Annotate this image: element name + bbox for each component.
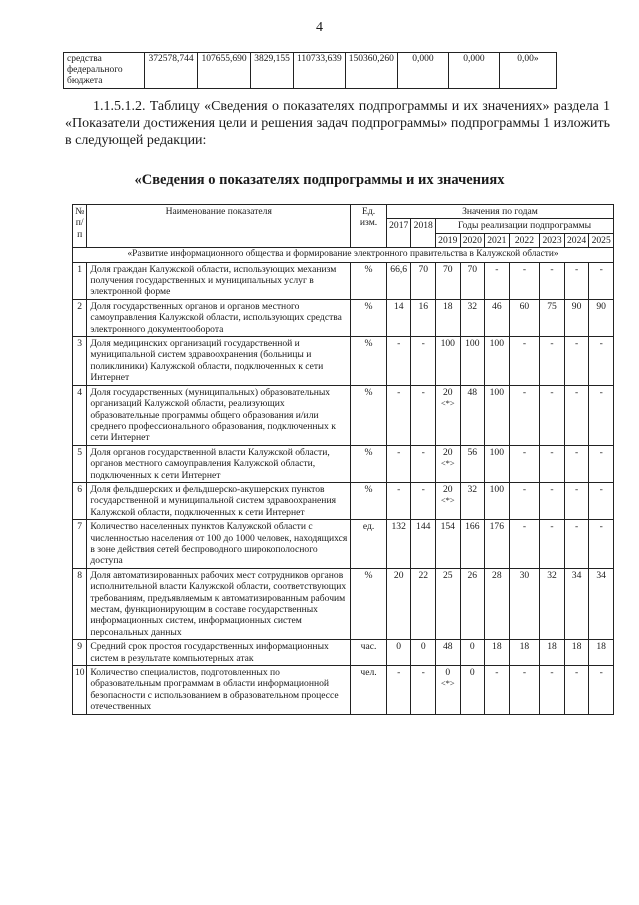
- indicators-table: [72, 204, 614, 715]
- value-cell: [386, 299, 411, 336]
- table-row: [73, 445, 614, 482]
- value-cell: [386, 385, 411, 445]
- header-name: Наименование показателя: [87, 205, 351, 248]
- value-text: -: [550, 386, 554, 398]
- indicator-name: Доля органов государственной власти Калужской области, органов местного самоуправления Калужской области, подключенных к сети Интернет: [87, 445, 351, 482]
- value-cell: [509, 568, 540, 639]
- section-title: «Сведения о показателях подпрограммы и их значениях: [134, 172, 505, 188]
- row-number: 3: [73, 337, 87, 386]
- value-text: 100: [489, 483, 505, 495]
- value-text: 16: [418, 300, 429, 312]
- value-text: 20: [393, 569, 404, 581]
- value-text: 66,6: [390, 263, 408, 275]
- indicator-unit: %: [351, 482, 387, 519]
- value-cell: [509, 520, 540, 569]
- value-text: 20: [442, 386, 453, 398]
- value-cell: [509, 337, 540, 386]
- table-cell: 3829,155: [251, 53, 294, 89]
- table-cell: 150360,260: [345, 53, 397, 89]
- value-text: 132: [391, 521, 406, 533]
- value-text: -: [421, 667, 425, 679]
- value-text: -: [522, 386, 527, 398]
- value-text: -: [522, 338, 527, 350]
- value-cell: [386, 445, 411, 482]
- value-text: -: [599, 446, 603, 458]
- value-text: 18: [571, 641, 582, 653]
- value-text: 18: [492, 641, 502, 653]
- value-cell: [485, 299, 510, 336]
- value-cell: [540, 482, 565, 519]
- value-text: -: [397, 667, 401, 679]
- indicator-name: Доля государственных органов и органов местного самоуправления Калужской области, использующих средства электронного документооборота: [87, 299, 351, 336]
- row-label: средства федерального бюджета: [64, 53, 145, 89]
- value-text: -: [550, 483, 554, 495]
- value-cell: [564, 520, 589, 569]
- value-text: 144: [416, 521, 431, 533]
- value-text: -: [599, 386, 603, 398]
- value-text: 30: [519, 569, 530, 581]
- footnote-mark: <*>: [440, 458, 455, 469]
- header-year: 2017: [386, 219, 411, 248]
- value-cell: [564, 568, 589, 639]
- value-cell: [589, 445, 614, 482]
- value-text: -: [397, 338, 401, 350]
- value-cell: [411, 299, 436, 336]
- value-text: 70: [418, 263, 429, 275]
- page-number: 4: [316, 20, 323, 35]
- value-text: 34: [571, 569, 582, 581]
- value-text: 26: [467, 569, 478, 581]
- section-row: [73, 248, 614, 262]
- value-text: 0: [469, 641, 475, 653]
- indicator-unit: %: [351, 568, 387, 639]
- value-cell: [460, 445, 485, 482]
- indicator-unit: %: [351, 445, 387, 482]
- value-text: -: [522, 263, 527, 275]
- value-cell: [589, 640, 614, 666]
- value-cell: [411, 262, 436, 299]
- value-cell: [386, 482, 411, 519]
- value-text: -: [599, 263, 603, 275]
- value-cell: [485, 262, 510, 299]
- value-text: 22: [418, 569, 429, 581]
- value-cell: [411, 520, 436, 569]
- value-cell: [436, 385, 461, 445]
- value-cell: [509, 482, 540, 519]
- value-text: -: [522, 483, 527, 495]
- value-cell: [540, 640, 565, 666]
- value-cell: [436, 299, 461, 336]
- header-year: 2020: [460, 233, 485, 247]
- value-text: 70: [442, 263, 453, 275]
- value-cell: [436, 520, 461, 569]
- footnote-mark: <*>: [440, 678, 455, 689]
- value-cell: [564, 385, 589, 445]
- value-text: -: [495, 263, 499, 275]
- value-cell: [411, 337, 436, 386]
- value-text: 75: [547, 300, 557, 312]
- value-cell: [485, 568, 510, 639]
- table-row: [73, 385, 614, 445]
- value-cell: [540, 666, 565, 715]
- value-cell: [589, 262, 614, 299]
- indicator-unit: %: [351, 385, 387, 445]
- value-cell: [485, 482, 510, 519]
- indicator-unit: ед.: [351, 520, 387, 569]
- value-text: 14: [393, 300, 404, 312]
- value-cell: [485, 640, 510, 666]
- value-cell: [540, 445, 565, 482]
- value-cell: [509, 262, 540, 299]
- instruction-paragraph: 1.1.5.1.2. Таблицу «Сведения о показателях подпрограммы и их значениях» раздела 1 «Показатели достижения цели и решения задач подпрограммы» подпрограммы 1 изложить в следующей редакции:: [65, 99, 610, 148]
- table-header-row: [73, 205, 614, 219]
- table-row: [64, 53, 557, 89]
- table-row: [73, 640, 614, 666]
- value-cell: [411, 445, 436, 482]
- value-cell: [564, 482, 589, 519]
- value-text: 48: [467, 386, 478, 398]
- table-cell: 110733,639: [294, 53, 346, 89]
- footnote-mark: <*>: [440, 495, 455, 506]
- value-text: 18: [547, 641, 557, 653]
- value-cell: [589, 299, 614, 336]
- header-year: 2019: [436, 233, 461, 247]
- table-cell: 0,00»: [499, 53, 556, 89]
- value-text: 32: [547, 569, 557, 581]
- value-text: 100: [440, 338, 455, 350]
- indicator-unit: %: [351, 299, 387, 336]
- table-cell: 107655,690: [198, 53, 251, 89]
- indicator-name: Доля фельдшерских и фельдшерско-акушерских пунктов государственной и муниципальной систем здравоохранения Калужской области, подключенных к сети Интернет: [87, 482, 351, 519]
- value-text: -: [550, 263, 554, 275]
- value-cell: [386, 520, 411, 569]
- value-text: 48: [442, 641, 453, 653]
- indicator-name: Количество специалистов, подготовленных по образовательным программам в области информационной безопасности с использованием в образовательном процессе отечественных: [87, 666, 351, 715]
- value-cell: [589, 520, 614, 569]
- value-text: 176: [489, 521, 505, 533]
- value-text: 70: [467, 263, 478, 275]
- value-text: 90: [571, 300, 582, 312]
- value-text: 20: [442, 483, 453, 495]
- value-cell: [436, 262, 461, 299]
- value-cell: [386, 568, 411, 639]
- value-text: 0: [469, 667, 475, 679]
- value-text: -: [421, 446, 425, 458]
- value-text: -: [574, 483, 579, 495]
- value-cell: [589, 482, 614, 519]
- header-year: 2021: [485, 233, 510, 247]
- value-cell: [540, 568, 565, 639]
- value-cell: [436, 482, 461, 519]
- value-cell: [436, 337, 461, 386]
- value-cell: [436, 640, 461, 666]
- row-number: 7: [73, 520, 87, 569]
- value-cell: [509, 445, 540, 482]
- value-text: -: [397, 386, 401, 398]
- indicator-unit: чел.: [351, 666, 387, 715]
- value-cell: [509, 385, 540, 445]
- value-text: -: [421, 386, 425, 398]
- value-text: -: [397, 483, 401, 495]
- table-cell: 372578,744: [145, 53, 198, 89]
- row-number: 2: [73, 299, 87, 336]
- value-text: 18: [442, 300, 453, 312]
- value-cell: [460, 299, 485, 336]
- value-text: -: [421, 338, 425, 350]
- header-year: 2018: [411, 219, 436, 248]
- value-cell: [386, 666, 411, 715]
- value-cell: [564, 445, 589, 482]
- value-cell: [460, 520, 485, 569]
- header-year: 2025: [589, 233, 614, 247]
- value-cell: [485, 385, 510, 445]
- value-text: 100: [489, 338, 505, 350]
- value-cell: [460, 337, 485, 386]
- indicator-name: Доля граждан Калужской области, использующих механизм получения государственных и муниципальных услуг в электронной форме: [87, 262, 351, 299]
- row-number: 9: [73, 640, 87, 666]
- value-text: -: [550, 521, 554, 533]
- value-cell: [540, 262, 565, 299]
- value-text: -: [599, 483, 603, 495]
- value-cell: [564, 666, 589, 715]
- budget-table-fragment: [63, 52, 557, 89]
- row-number: 1: [73, 262, 87, 299]
- value-text: 28: [492, 569, 502, 581]
- value-text: -: [550, 338, 554, 350]
- header-program-years: Годы реализации подпрограммы: [436, 219, 614, 233]
- indicator-unit: %: [351, 337, 387, 386]
- value-cell: [540, 520, 565, 569]
- table-row: [73, 568, 614, 639]
- value-text: 18: [519, 641, 530, 653]
- value-text: 60: [519, 300, 530, 312]
- value-cell: [564, 337, 589, 386]
- value-text: 18: [596, 641, 606, 653]
- value-cell: [436, 445, 461, 482]
- row-number: 8: [73, 568, 87, 639]
- section-row-label: «Развитие информационного общества и формирование электронного правительства в Калужской области»: [73, 248, 614, 262]
- value-text: -: [599, 521, 603, 533]
- value-text: 100: [489, 446, 505, 458]
- footnote-mark: <*>: [440, 398, 455, 409]
- indicator-name: Средний срок простоя государственных информационных систем в результате компьютерных атак: [87, 640, 351, 666]
- value-cell: [460, 385, 485, 445]
- value-text: 166: [465, 521, 480, 533]
- indicator-name: Доля медицинских организаций государственной и муниципальной систем здравоохранения (больницы и поликлиники) Калужской области, подключенных к сети Интернет: [87, 337, 351, 386]
- header-values-by-year: Значения по годам: [386, 205, 613, 219]
- value-cell: [460, 262, 485, 299]
- value-text: -: [574, 263, 579, 275]
- value-text: -: [574, 446, 579, 458]
- value-cell: [540, 299, 565, 336]
- header-year: 2024: [564, 233, 589, 247]
- table-row: [73, 520, 614, 569]
- table-row: [73, 299, 614, 336]
- value-text: -: [574, 521, 579, 533]
- value-text: -: [599, 667, 603, 679]
- value-text: -: [550, 446, 554, 458]
- value-cell: [460, 640, 485, 666]
- value-cell: [436, 666, 461, 715]
- row-number: 5: [73, 445, 87, 482]
- value-text: 90: [596, 300, 606, 312]
- value-text: -: [574, 667, 579, 679]
- value-cell: [564, 299, 589, 336]
- value-cell: [589, 337, 614, 386]
- row-number: 10: [73, 666, 87, 715]
- value-cell: [386, 262, 411, 299]
- value-text: 0: [420, 641, 426, 653]
- table-row: [73, 337, 614, 386]
- value-text: 34: [596, 569, 606, 581]
- table-cell: 0,000: [397, 53, 448, 89]
- table-row: [73, 666, 614, 715]
- value-cell: [564, 640, 589, 666]
- value-text: -: [495, 667, 499, 679]
- indicator-unit: %: [351, 262, 387, 299]
- table-row: [73, 262, 614, 299]
- table-cell: 0,000: [448, 53, 499, 89]
- value-text: 56: [467, 446, 478, 458]
- value-cell: [460, 666, 485, 715]
- value-cell: [411, 666, 436, 715]
- value-cell: [485, 337, 510, 386]
- value-cell: [411, 482, 436, 519]
- value-cell: [485, 520, 510, 569]
- row-number: 4: [73, 385, 87, 445]
- value-text: 32: [467, 300, 478, 312]
- value-cell: [540, 337, 565, 386]
- header-year: 2022: [509, 233, 540, 247]
- value-cell: [485, 666, 510, 715]
- value-text: 20: [442, 446, 453, 458]
- row-number: 6: [73, 482, 87, 519]
- value-text: -: [522, 521, 527, 533]
- indicator-name: Доля государственных (муниципальных) образовательных организаций Калужской области, реализующих образовательные программы общего образования и/или среднего профессионального образования, подключенных к сети Интернет: [87, 385, 351, 445]
- value-cell: [411, 640, 436, 666]
- value-text: -: [522, 446, 527, 458]
- value-cell: [589, 385, 614, 445]
- value-text: -: [397, 446, 401, 458]
- value-cell: [411, 385, 436, 445]
- value-cell: [386, 640, 411, 666]
- value-text: -: [522, 667, 527, 679]
- value-text: 154: [440, 521, 455, 533]
- indicator-name: Количество населенных пунктов Калужской области с численностью населения от 100 до 1000 человек, находящихся в зоне действия сетей беспроводного широкополосного доступа: [87, 520, 351, 569]
- value-cell: [509, 666, 540, 715]
- value-cell: [564, 262, 589, 299]
- value-cell: [386, 337, 411, 386]
- value-cell: [460, 482, 485, 519]
- value-text: -: [574, 338, 579, 350]
- value-text: 32: [467, 483, 478, 495]
- value-cell: [411, 568, 436, 639]
- value-text: 25: [442, 569, 453, 581]
- value-cell: [589, 568, 614, 639]
- value-text: -: [550, 667, 554, 679]
- indicator-unit: час.: [351, 640, 387, 666]
- value-text: 46: [492, 300, 502, 312]
- table-row: [73, 482, 614, 519]
- value-text: -: [599, 338, 603, 350]
- header-num: № п/п: [73, 205, 87, 248]
- value-text: 0: [445, 667, 451, 679]
- value-cell: [509, 299, 540, 336]
- value-cell: [460, 568, 485, 639]
- value-cell: [589, 666, 614, 715]
- value-text: 100: [489, 386, 505, 398]
- value-cell: [436, 568, 461, 639]
- value-cell: [485, 445, 510, 482]
- header-unit: Ед. изм.: [351, 205, 387, 248]
- value-text: 100: [465, 338, 480, 350]
- value-text: 0: [396, 641, 402, 653]
- value-cell: [540, 385, 565, 445]
- value-cell: [509, 640, 540, 666]
- indicator-name: Доля автоматизированных рабочих мест сотрудников органов исполнительной власти Калужской области, соответствующих требованиям, предъявляемым к автоматизированным рабочим местам, функционирующим в составе государственных информационных систем, информационных систем персональных данных: [87, 568, 351, 639]
- header-year: 2023: [540, 233, 565, 247]
- value-text: -: [421, 483, 425, 495]
- value-text: -: [574, 386, 579, 398]
